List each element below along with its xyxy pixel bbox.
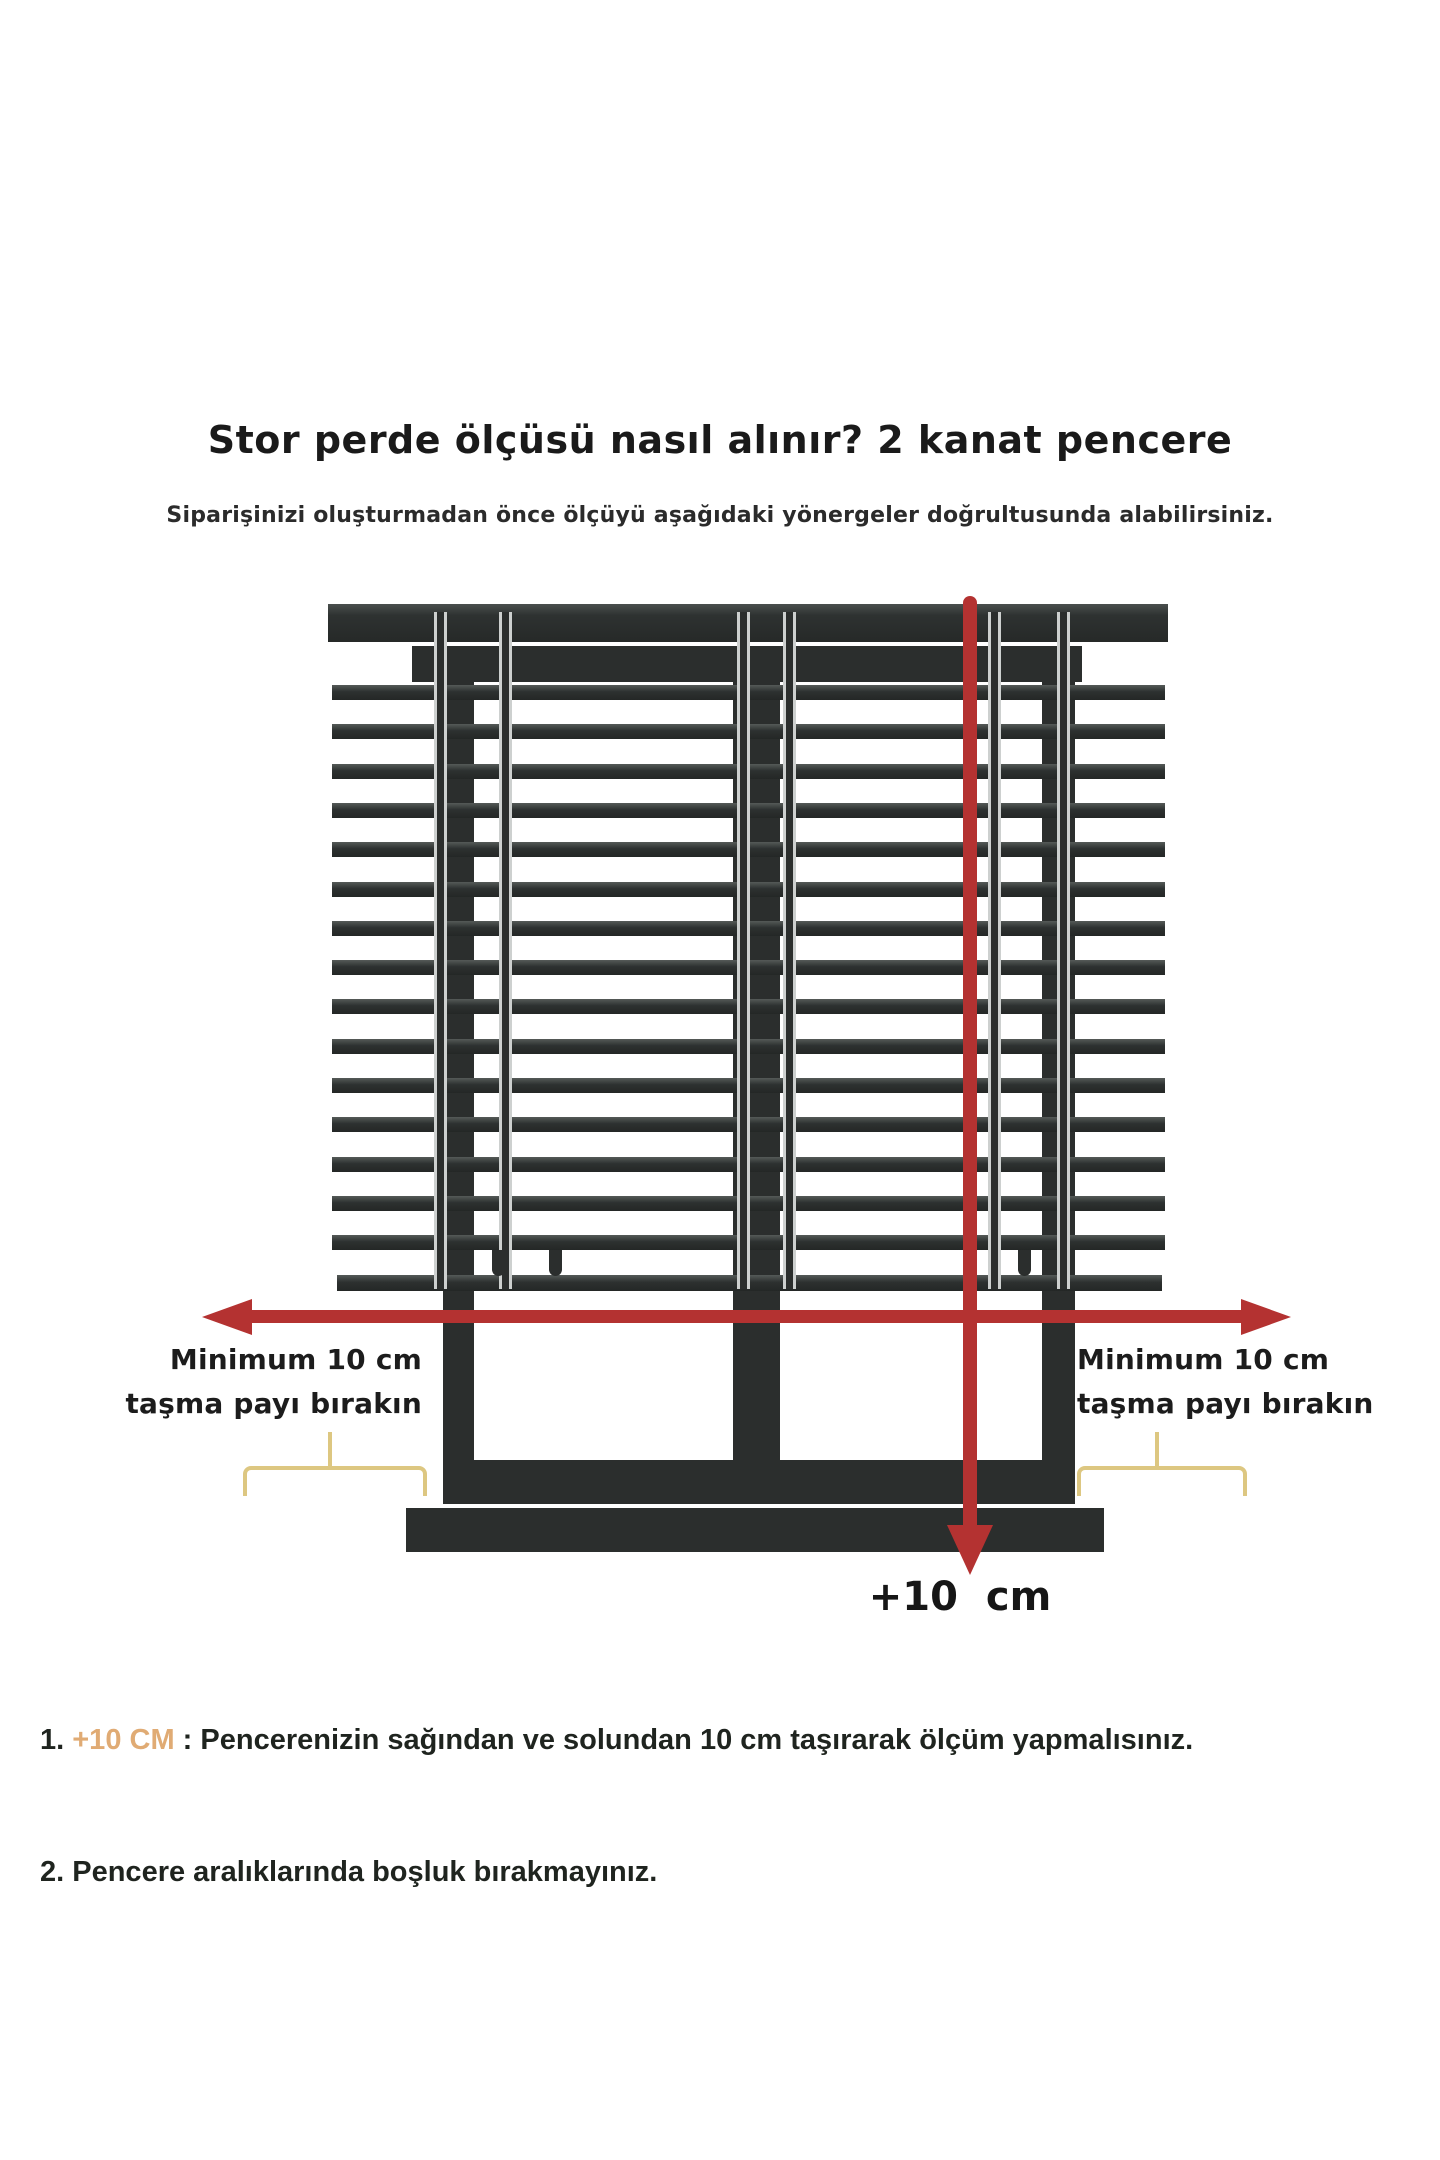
note-2-text: Pencere aralıklarında boşluk bırakmayınız.	[72, 1856, 658, 1888]
cord-pull-hook	[549, 1250, 562, 1276]
note-1-number: 1.	[40, 1724, 73, 1756]
arrow-right-head-icon	[1241, 1299, 1291, 1335]
left-overflow-label	[60, 1338, 422, 1426]
height-measure-arrow	[963, 596, 977, 1525]
right-overflow-bracket	[1155, 1432, 1159, 1468]
cord-pull-hook	[1018, 1250, 1031, 1276]
note-2-number: 2.	[40, 1856, 73, 1888]
right-overflow-label	[1077, 1338, 1417, 1426]
cord-pull-hook	[492, 1250, 505, 1276]
right-overflow-label-line1: Minimum 10 cm	[1077, 1343, 1330, 1376]
left-overflow-label-line2: taşma payı bırakın	[125, 1387, 422, 1420]
right-overflow-label-line2: taşma payı bırakın	[1077, 1387, 1374, 1420]
window-sill	[406, 1508, 1104, 1552]
window-left-stile	[443, 682, 474, 1460]
note-2	[40, 1850, 1420, 1894]
plus-10cm-label: +10 cm	[868, 1574, 1052, 1620]
ladder-cord	[434, 612, 447, 1289]
note-1	[40, 1718, 1420, 1762]
left-overflow-label-line1: Minimum 10 cm	[169, 1343, 422, 1376]
note-1-text: : Pencerenizin sağından ve solundan 10 cm taşırarak ölçüm yapmalısınız.	[174, 1724, 1194, 1756]
page-title: Stor perde ölçüsü nasıl alınır? 2 kanat pencere	[207, 418, 1233, 462]
arrow-down-head-icon	[947, 1525, 993, 1575]
arrow-left-head-icon	[202, 1299, 252, 1335]
left-overflow-bracket	[328, 1432, 332, 1468]
instruction-notes	[40, 1630, 1420, 1982]
ladder-cord	[783, 612, 796, 1289]
right-overflow-bracket	[1077, 1466, 1247, 1496]
ladder-cord	[988, 612, 1001, 1289]
ladder-cord	[499, 612, 512, 1289]
note-1-highlight: +10 CM	[72, 1724, 175, 1756]
ladder-cord	[1057, 612, 1070, 1289]
left-overflow-bracket	[243, 1466, 427, 1496]
page-subtitle: Siparişinizi oluşturmadan önce ölçüyü aşağıdaki yönergeler doğrultusunda alabilirsiniz.	[166, 503, 1274, 528]
width-measure-arrow	[250, 1310, 1243, 1323]
ladder-cord	[737, 612, 750, 1289]
window-bottom-rail	[443, 1460, 1075, 1504]
